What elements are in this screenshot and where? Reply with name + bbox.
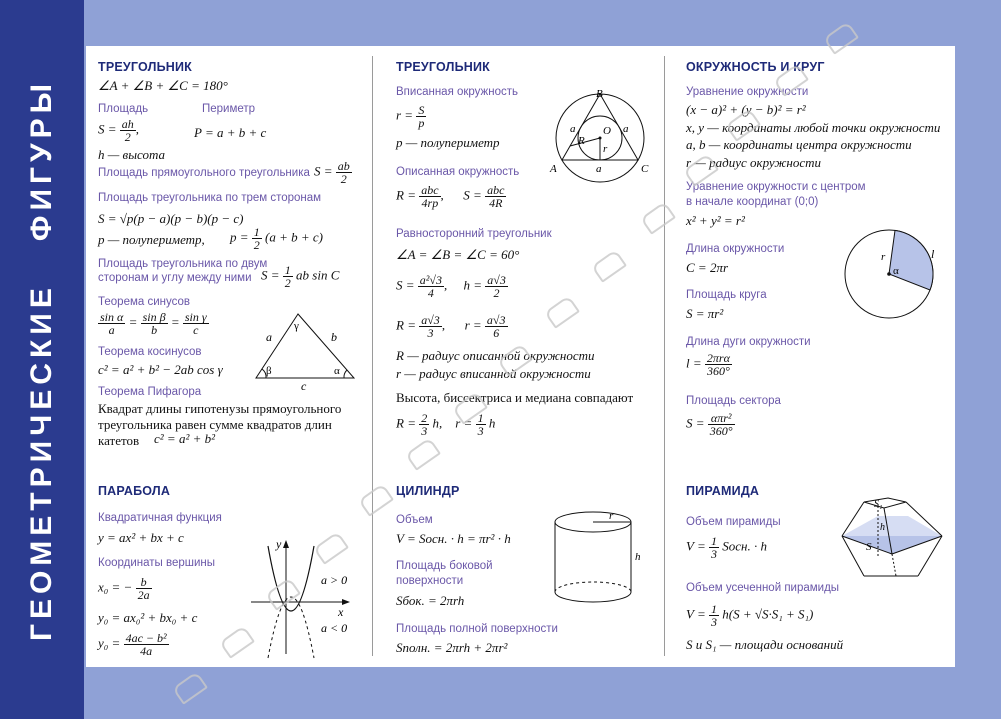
label-lateral-1: Площадь боковой [396, 560, 493, 572]
fig-label-S1: S₁ [874, 499, 883, 510]
formula-full-surface: Sполн. = 2πrh + 2πr² [396, 640, 508, 655]
formula-quadratic: y = ax² + bx + c [98, 530, 184, 545]
formula-y0-alt: y₀ = $\frac{\text{4ac − b²}}{4a}$ [98, 631, 167, 658]
label-origin-1: Уравнение окружности с центром [686, 181, 866, 193]
label-two-sides-1: Площадь треугольника по двум [98, 258, 268, 270]
formula-two-sides: S = $\frac{1}{2}$ ab sin C [261, 263, 340, 290]
label-vertex: Координаты вершины [98, 557, 216, 569]
fig-label-beta: β [266, 365, 272, 377]
formula-angle-sum: ∠A + ∠B + ∠C = 180° [98, 78, 228, 93]
title-word-1: ГЕОМЕТРИЧЕСКИЕ [25, 283, 58, 642]
label-three-sides: Площадь треугольника по трем сторонам [98, 192, 322, 204]
formula-cyl-volume: V = Sосн. · h = πr² · h [396, 531, 511, 546]
fig-label-c: c [301, 379, 307, 393]
inscribed-circle-figure [548, 86, 658, 186]
formula-arc-length: l = $\frac{\text{2πrα}}{360^\circ}$ [686, 351, 730, 378]
fig-label-S: S [866, 541, 872, 553]
label-truncated-volume: Объем усеченной пирамиды [686, 582, 840, 594]
sidebar [0, 0, 84, 719]
label-quadratic: Квадратичная функция [98, 512, 222, 524]
note-semiperimeter-2: p — полупериметр [396, 135, 500, 150]
fig-label-B: B [596, 88, 603, 100]
formula-circle-equation: (x − a)² + (y − b)² = r² [686, 102, 806, 117]
fig-label-sector-alpha: α [893, 265, 899, 277]
fig-label-A: A [550, 163, 557, 175]
formula-right-area: S = $\frac{ab}{2}$ [314, 159, 350, 186]
note-height: h — высота [98, 147, 165, 162]
formula-pythagorean: c² = a² + b² [154, 431, 216, 446]
section-heading-circle: ОКРУЖНОСТЬ И КРУГ [686, 60, 825, 74]
fig-label-r: r [603, 143, 608, 155]
formula-truncated-volume: V = $\frac{1}{3}$ h(S + √S·S₁ + S₁) [686, 602, 814, 629]
fig-label-sector-r: r [881, 251, 886, 263]
label-arc-length: Длина дуги окружности [686, 336, 811, 348]
note-bases: S и S₁ — площади оснований [686, 637, 844, 652]
column-divider-2 [664, 56, 665, 656]
formula-heron: S = √p(p − a)(p − b)(p − c) [98, 211, 244, 226]
title-word-2: ФИГУРЫ [25, 78, 58, 242]
formula-x0: x₀ = − $\frac{b}{2a}$ [98, 575, 150, 602]
fig-label-C: C [641, 163, 649, 175]
fig-label-cyl-r: r [609, 510, 614, 522]
note-R: R — радиус описанной окружности [396, 348, 595, 363]
formula-pyramid-volume: V = $\frac{1}{3}$ Sосн. · h [686, 534, 767, 561]
formula-circumference: C = 2πr [686, 260, 729, 275]
fig-label-b: b [331, 330, 337, 344]
circle-sector-figure [841, 226, 941, 326]
note-semiperimeter: p — полупериметр, [98, 232, 205, 247]
fig-label-R: R [578, 135, 585, 147]
label-law-of-sines: Теорема синусов [98, 296, 190, 308]
label-equilateral: Равносторонний треугольник [396, 228, 552, 240]
label-origin-2: в начале координат (0;0) [686, 196, 819, 208]
text-pythagorean-2: треугольника равен сумме квадратов длин [98, 417, 332, 432]
fig-label-sector-l: l [931, 247, 935, 261]
label-right-triangle-area: Площадь прямоугольного треугольника [98, 167, 310, 179]
cylinder-figure [551, 508, 651, 608]
formula-inscribed: r = $\frac{S}{p}$ [396, 103, 425, 130]
note-r: r — радиус вписанной окружности [396, 366, 591, 381]
text-coincide: Высота, биссектриса и медиана совпадают [396, 390, 634, 405]
formula-circumscribed: R = $\frac{\text{abc}}{4rp}$ , S = $\frac{\text{abc}}{4R}$ [396, 183, 505, 210]
section-heading-cylinder: ЦИЛИНДР [396, 484, 460, 498]
formula-perimeter: P = a + b + c [194, 125, 267, 140]
fig-label-x: x [338, 605, 344, 619]
fig-label-a-pos: a > 0 [321, 573, 348, 587]
label-sector-area: Площадь сектора [686, 395, 781, 407]
label-circumference: Длина окружности [686, 243, 785, 255]
note-radius: r — радиус окружности [686, 155, 822, 170]
formula-eq-radii: R = $\frac{a√3}{3}$ , r = $\frac{a√3}{6}$ [396, 313, 506, 340]
fig-label-a-right: a [623, 123, 629, 135]
label-cyl-volume: Объем [396, 514, 433, 526]
column-divider-1 [372, 56, 373, 656]
formula-eq-area: S = $\frac{\text{a²√3}}{4}$ , h = $\frac{a√3}{2}$ [396, 273, 506, 300]
formula-area: S = $\frac{ah}{2}$ , [98, 117, 140, 144]
triangle-figure [246, 306, 366, 393]
label-inscribed: Вписанная окружность [396, 86, 519, 98]
section-heading-triangle-2: ТРЕУГОЛЬНИК [396, 60, 491, 74]
formula-sector-area: S = $\frac{\text{απr²}}{360^\circ}$ [686, 411, 733, 438]
label-lateral-2: поверхности [396, 575, 464, 587]
fig-label-a-left: a [570, 123, 576, 135]
fig-label-gamma: γ [294, 320, 299, 332]
label-pythagorean: Теорема Пифагора [98, 386, 202, 398]
fig-label-y: y [276, 537, 282, 551]
note-xy: x, y — координаты любой точки окружности [686, 120, 941, 135]
fig-label-alpha: α [334, 365, 340, 377]
label-circle-area: Площадь круга [686, 289, 767, 301]
note-ab: a, b — координаты центра окружности [686, 137, 912, 152]
formula-origin: x² + y² = r² [686, 213, 745, 228]
fig-label-a: a [266, 330, 272, 344]
watermark [172, 671, 208, 705]
section-heading-pyramid: ПИРАМИДА [686, 484, 760, 498]
formula-y0: y₀ = ax₀² + bx₀ + c [98, 610, 198, 625]
label-perimeter: Периметр [202, 103, 256, 115]
vertical-title [25, 79, 59, 641]
label-two-sides-2: сторонам и углу между ними [98, 272, 252, 284]
label-full-surface: Площадь полной поверхности [396, 623, 558, 635]
fig-label-a-bottom: a [596, 163, 602, 175]
fig-label-cyl-h: h [635, 551, 641, 563]
truncated-pyramid-figure [834, 496, 949, 586]
formula-law-of-cosines: c² = a² + b² − 2ab cos γ [98, 362, 223, 377]
text-pythagorean-3: катетов [98, 433, 140, 448]
section-heading-parabola: ПАРАБОЛА [98, 484, 171, 498]
label-area: Площадь [98, 103, 149, 115]
formula-law-of-sines: $\frac{\text{sin α}}{a}$ = $\frac{\text{sin β}}{b}$ = $\frac{\text{sin γ}}{c}$ [100, 310, 207, 337]
formula-lateral: Sбок. = 2πrh [396, 593, 465, 608]
formula-R-r-height: R = $\frac{2}{3}$ h, r = $\frac{1}{3}$ h [396, 411, 496, 438]
fig-label-pyr-h: h [880, 522, 885, 533]
fig-label-O: O [603, 125, 611, 137]
formula-equal-angles: ∠A = ∠B = ∠C = 60° [396, 247, 520, 262]
label-law-of-cosines: Теорема косинусов [98, 346, 202, 358]
fig-label-a-neg: a < 0 [321, 621, 348, 635]
formula-semiperimeter: p = $\frac{1}{2}$ (a + b + c) [230, 225, 324, 252]
text-pythagorean-1: Квадрат длины гипотенузы прямоугольного [98, 401, 342, 416]
parabola-figure [246, 536, 366, 656]
formula-circle-area: S = πr² [686, 306, 724, 321]
section-heading-triangle: ТРЕУГОЛЬНИК [98, 60, 193, 74]
label-circle-equation: Уравнение окружности [686, 86, 809, 98]
label-circumscribed: Описанная окружность [396, 166, 520, 178]
label-pyramid-volume: Объем пирамиды [686, 516, 781, 528]
